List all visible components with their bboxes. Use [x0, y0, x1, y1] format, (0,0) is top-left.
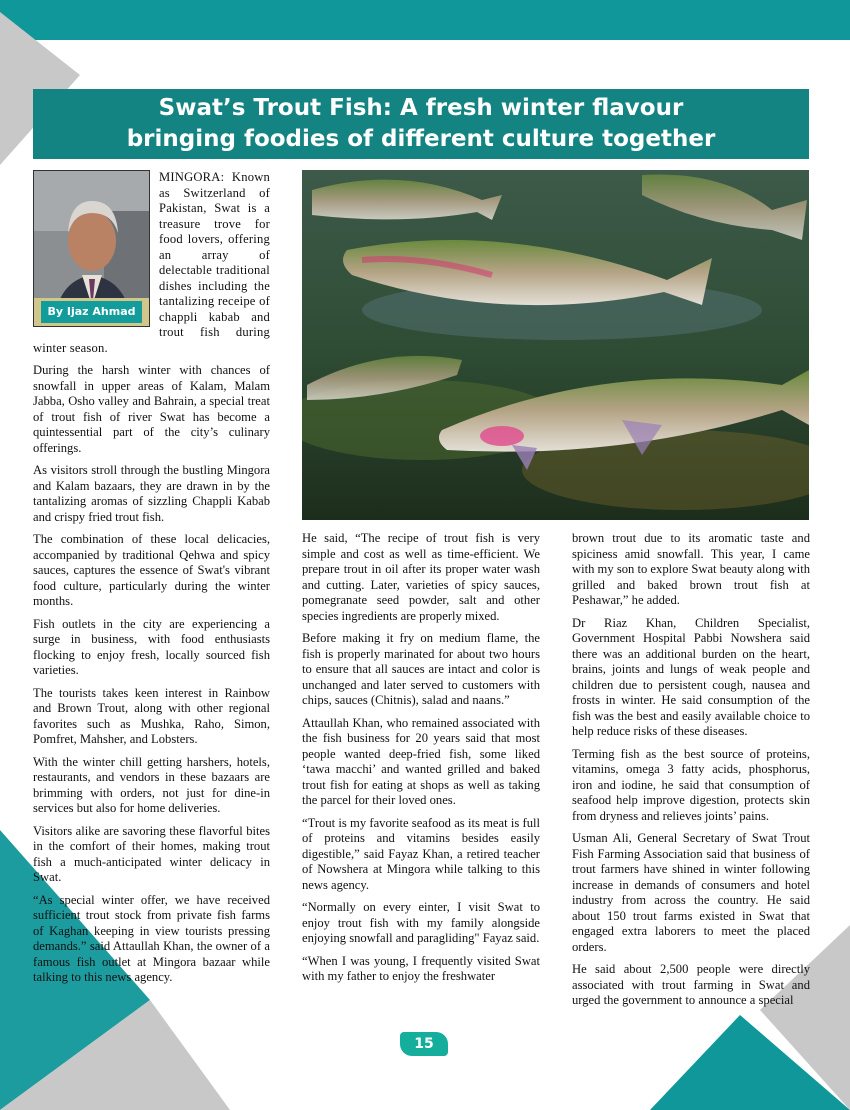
article-column-3 — [572, 531, 810, 1021]
article-column-2 — [302, 531, 540, 1021]
paragraph: “As special winter offer, we have received sufficient trout stock from private fish farms of Kaghan keeping in view tourists pressing demands.” said Attaullah Khan, the owner of a famous fish outlet at Mingora bazaar while talking to this news agency. — [33, 892, 270, 984]
article-column-1 — [33, 170, 270, 1015]
paragraph: Fish outlets in the city are experiencing a surge in business, with food enthusiasts flocking to enjoy fresh, locally sourced fish varieties. — [33, 616, 270, 677]
paragraph: The combination of these local delicacies, accompanied by traditional Qehwa and spicy sauces, captures the essence of Swat's vibrant food culture, particularly during the winter months. — [33, 532, 270, 608]
headline: Swat’s Trout Fish: A fresh winter flavour bringing foodies of different culture together — [126, 95, 716, 152]
paragraph: The tourists takes keen interest in Rainbow and Brown Trout, along with other regional favorites such as Mushka, Raho, Simon, Pomfret, Mahsher, and Lobsters. — [33, 685, 270, 746]
author-portrait — [33, 170, 150, 327]
paragraph: Visitors alike are savoring these flavorful bites in the comfort of their homes, making trout fish a much-anticipated winter delicacy in Swat. — [33, 823, 270, 884]
paragraph: Before making it fry on medium flame, the fish is properly marinated for about two hours to ensure that all sauces are intact and color is unchanged and later served to customers with chips, sauces (Chitnis), salad and naans.” — [302, 631, 540, 707]
page-number: 15 — [400, 1032, 448, 1056]
paragraph: Terming fish as the best source of proteins, vitamins, omega 3 fatty acids, phosphorus, iron and iodine, he said that consumption of seafood help improve digestion, protects skin from dryness and relieves joints’ pains. — [572, 746, 810, 823]
author-byline: By Ijaz Ahmad — [41, 301, 141, 323]
paragraph: Dr Riaz Khan, Children Specialist, Government Hospital Pabbi Nowshera said there was an additional burden on the heart, brains, joints and lungs of weak people and children due to persistent cough, nausea and frosts in winter. He said consumption of the fish was the best and easily available choice to help reduce risks of these diseases. — [572, 615, 810, 738]
paragraph: brown trout due to its aromatic taste and spiciness amid snowfall. This year, I came with my son to explore Swat beauty along with grilled and baked brown trout fish at Peshawar,” he added. — [572, 531, 810, 607]
paragraph: “Trout is my favorite seafood as its meat is full of proteins and vitamins besides easily digestible,” said Fayaz Khan, a retired teacher of Nowshera at Mingora while talking to this news agency. — [302, 815, 540, 892]
paragraph: Usman Ali, General Secretary of Swat Trout Fish Farming Association said that business of trout farmers have shined in winter following increase in demands of consumers and hotel industry from across the country. He said about 150 trout farms existed in Swat that engaged extra laborers to meet the placed orders. — [572, 831, 810, 954]
paragraph: During the harsh winter with chances of snowfall in upper areas of Kalam, Malam Jabba, Osho valley and Bahrain, a special treat of trout fish of river Swat has become a quintessential part of the city’s culinary offerings. — [33, 363, 270, 455]
paragraph: He said about 2,500 people were directly associated with trout farming in Swat and urged the government to announce a special — [572, 962, 810, 1007]
paragraph: “When I was young, I frequently visited Swat with my father to enjoy the freshwater — [302, 953, 540, 983]
paragraph: MINGORA: Known as Switzerland of Pakistan, Swat is a treasure trove for food lovers, offering an array of delectable traditional dishes including the tantalizing receipe of chappli kabab and trout fish during winter season. — [33, 170, 270, 355]
paragraph: With the winter chill getting harshers, hotels, restaurants, and vendors in these bazaars are brimming with orders, not just for dine-in services but also for home deliveries. — [33, 754, 270, 815]
trout-photo — [302, 170, 809, 520]
paragraph: Attaullah Khan, who remained associated with the fish business for 20 years said that most people wanted deep-fried fish, some liked ‘tawa macchi’ and wanted grilled and baked trout fish for eating at shops as well as taking the parcel for their loved ones. — [302, 715, 540, 807]
paragraph: As visitors stroll through the bustling Mingora and Kalam bazaars, they are drawn in by the tantalizing aromas of sizzling Chappli Kabab and crispy fried trout fish. — [33, 463, 270, 524]
headline-banner — [33, 89, 809, 159]
paragraph: He said, “The recipe of trout fish is very simple and cost as well as time-efficient. We prepare trout in oil after its proper water wash and cutting. Later, varieties of spicy sauces, pomegranate seed powder, salt and other species ingredients are properly mixed. — [302, 531, 540, 623]
paragraph: “Normally on every einter, I visit Swat to enjoy trout fish with my family alongside enjoying snowfall and paragliding" Fayaz said. — [302, 900, 540, 945]
